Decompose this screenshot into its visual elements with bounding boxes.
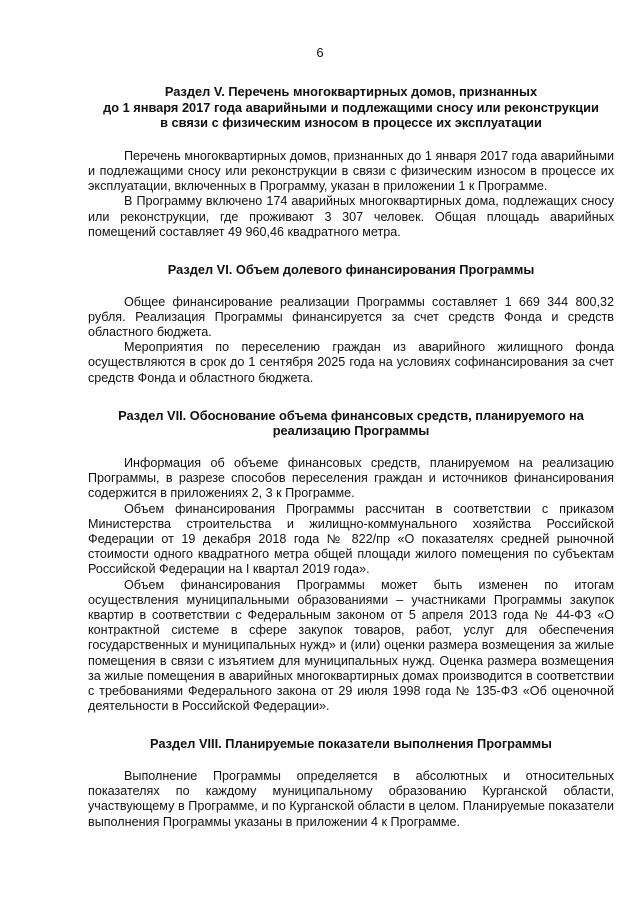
section-5-paragraph-1: Перечень многоквартирных домов, признанных до 1 января 2017 года аварийными и подлежащими сносу или реконструкции в связи с физическим износом в процессе их эксплуатации, включенных в Программу, указан в приложении 1 к Программе. — [88, 148, 614, 194]
section-7-paragraph-3: Объем финансирования Программы может быть изменен по итогам осуществления муниципальными образованиями – участниками Программы закупок квартир в соответствии с Федеральным законом от 5 апреля 2013 года № 44-ФЗ «О контрактной системе в сфере закупок товаров, работ, услуг для обеспечения государственных и муниципальных нужд» и (или) оценки размера возмещения за жилые помещения в связи с изъятием для муниципальных нужд. Оценка размера возмещения за жилые помещения в аварийных многоквартирных домах производится в соответствии с требованиями Федерального закона от 29 июля 1998 года № 135-ФЗ «Об оценочной деятельности в Российской Федерации». — [88, 577, 614, 714]
section-5-heading-line-1: Раздел V. Перечень многоквартирных домов, признанных — [164, 84, 538, 99]
section-6-paragraph-2: Мероприятия по переселению граждан из аварийного жилищного фонда осуществляются в срок до 1 сентября 2025 года на условиях софинансирования за счет средств Фонда и областного бюджета. — [88, 340, 614, 385]
section-5-heading — [88, 84, 614, 131]
section-6-heading — [88, 262, 614, 278]
section-7-heading-line-1: Раздел VII. Обоснование объема финансовых средств, планируемого на — [118, 407, 584, 423]
section-8-paragraph-1: Выполнение Программы определяется в абсолютных и относительных показателях по каждому муниципальному образованию Курганской области, участвующему в Программе, и по Курганской области в целом. Планируемые показатели выполнения Программы указаны в приложении 4 к Программе. — [88, 769, 614, 829]
page-number: 6 — [316, 45, 324, 60]
section-6-paragraph-1: Общее финансирование реализации Программы составляет 1 669 344 800,32 рубля. Реализация Программы финансируется за счет средств Фонда и средств областного бюджета. — [88, 294, 614, 339]
section-8-body — [88, 769, 614, 830]
section-5-body — [88, 149, 614, 240]
section-6-heading-line-1: Раздел VI. Объем долевого финансирования Программы — [167, 262, 535, 277]
section-7-paragraph-1: Информация об объеме финансовых средств, планируемом на реализацию Программы, в разрезе способов переселения граждан и источников финансирования содержится в приложениях 2, 3 к Программе. — [88, 456, 614, 501]
section-7-heading — [88, 408, 614, 439]
section-5-heading-line-2: до 1 января 2017 года аварийными и подлежащими сносу или реконструкции — [103, 99, 599, 115]
section-5-paragraph-2: В Программу включено 174 аварийных многоквартирных дома, подлежащих сносу или реконструкции, где проживают 3 307 человек. Общая площадь аварийных помещений составляет 49 960,46 квадратного метра. — [88, 194, 614, 239]
section-7-body — [88, 456, 614, 714]
section-6-body — [88, 295, 614, 386]
document-body — [88, 84, 614, 830]
section-8-heading-line-1: Раздел VIII. Планируемые показатели выполнения Программы — [150, 736, 552, 752]
section-7-heading-line-2: реализацию Программы — [272, 423, 430, 439]
section-8-heading — [88, 736, 614, 752]
section-7-paragraph-2: Объем финансирования Программы рассчитан в соответствии с приказом Министерства строительства и жилищно-коммунального хозяйства Российской Федерации от 19 декабря 2018 года № 822/пр «О показателях средней рыночной стоимости одного квадратного метра общей площади жилого помещения по субъектам Российской Федерации на I квартал 2019 года». — [88, 501, 614, 577]
section-5-heading-line-3: в связи с физическим износом в процессе их эксплуатации — [160, 115, 542, 131]
